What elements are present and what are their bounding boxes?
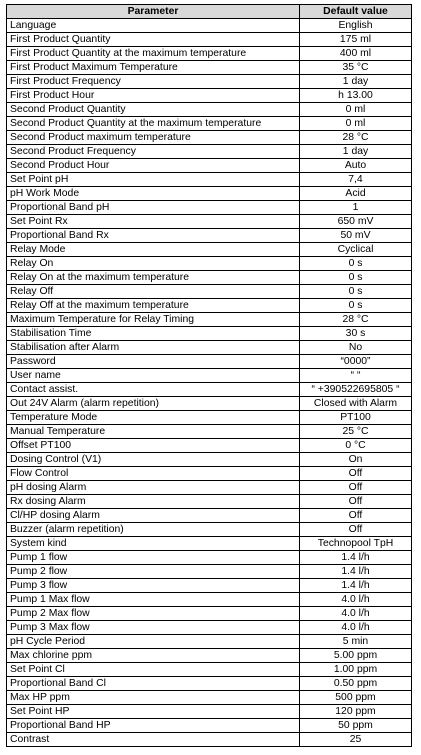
parameter-cell: Second Product maximum temperature bbox=[7, 131, 300, 145]
table-row bbox=[7, 215, 412, 229]
table-row bbox=[7, 649, 412, 663]
table-row bbox=[7, 509, 412, 523]
parameter-cell: Proportional Band Rx bbox=[7, 229, 300, 243]
parameter-cell: First Product Frequency bbox=[7, 75, 300, 89]
default-value-cell: PT100 bbox=[300, 411, 412, 425]
column-header-parameter: Parameter bbox=[7, 5, 300, 19]
parameter-cell: Max HP ppm bbox=[7, 691, 300, 705]
default-values-document bbox=[6, 4, 412, 747]
column-header-default-value: Default value bbox=[300, 5, 412, 19]
parameter-cell: First Product Hour bbox=[7, 89, 300, 103]
default-value-cell: 1 day bbox=[300, 75, 412, 89]
default-value-cell: 1 bbox=[300, 201, 412, 215]
default-value-cell: 25 °C bbox=[300, 425, 412, 439]
default-value-cell: 5.00 ppm bbox=[300, 649, 412, 663]
parameters-table bbox=[6, 4, 412, 747]
table-row bbox=[7, 103, 412, 117]
default-value-cell: No bbox=[300, 341, 412, 355]
table-row bbox=[7, 607, 412, 621]
parameter-cell: Manual Temperature bbox=[7, 425, 300, 439]
default-value-cell: 0 °C bbox=[300, 439, 412, 453]
default-value-cell: 120 ppm bbox=[300, 705, 412, 719]
default-value-cell: Technopool TpH bbox=[300, 537, 412, 551]
default-value-cell: 0 s bbox=[300, 271, 412, 285]
table-body bbox=[7, 19, 412, 747]
parameter-cell: Maximum Temperature for Relay Timing bbox=[7, 313, 300, 327]
table-row bbox=[7, 411, 412, 425]
table-row bbox=[7, 117, 412, 131]
parameter-cell: Proportional Band HP bbox=[7, 719, 300, 733]
parameter-cell: Relay On at the maximum temperature bbox=[7, 271, 300, 285]
parameter-cell: pH dosing Alarm bbox=[7, 481, 300, 495]
parameter-cell: Pump 3 Max flow bbox=[7, 621, 300, 635]
parameter-cell: Relay Off at the maximum temperature bbox=[7, 299, 300, 313]
table-row bbox=[7, 425, 412, 439]
table-row bbox=[7, 733, 412, 747]
parameter-cell: Contact assist. bbox=[7, 383, 300, 397]
table-row bbox=[7, 593, 412, 607]
parameter-cell: Pump 3 flow bbox=[7, 579, 300, 593]
default-value-cell: 35 °C bbox=[300, 61, 412, 75]
parameter-cell: User name bbox=[7, 369, 300, 383]
default-value-cell: 0 s bbox=[300, 285, 412, 299]
table-row bbox=[7, 565, 412, 579]
table-row bbox=[7, 495, 412, 509]
default-value-cell: 0 s bbox=[300, 257, 412, 271]
default-value-cell: Off bbox=[300, 509, 412, 523]
default-value-cell: 4.0 l/h bbox=[300, 621, 412, 635]
parameter-cell: First Product Maximum Temperature bbox=[7, 61, 300, 75]
parameter-cell: Pump 2 flow bbox=[7, 565, 300, 579]
table-row bbox=[7, 481, 412, 495]
table-row bbox=[7, 299, 412, 313]
table-row bbox=[7, 131, 412, 145]
parameter-cell: First Product Quantity bbox=[7, 33, 300, 47]
default-value-cell: Cyclical bbox=[300, 243, 412, 257]
table-row bbox=[7, 663, 412, 677]
parameter-cell: pH Work Mode bbox=[7, 187, 300, 201]
table-row bbox=[7, 705, 412, 719]
parameter-cell: Stabilisation Time bbox=[7, 327, 300, 341]
table-row bbox=[7, 33, 412, 47]
default-value-cell: Off bbox=[300, 467, 412, 481]
table-row bbox=[7, 439, 412, 453]
parameter-cell: Out 24V Alarm (alarm repetition) bbox=[7, 397, 300, 411]
default-value-cell: 1.4 l/h bbox=[300, 565, 412, 579]
table-row bbox=[7, 229, 412, 243]
parameter-cell: Second Product Quantity bbox=[7, 103, 300, 117]
default-value-cell: 1 day bbox=[300, 145, 412, 159]
parameter-cell: Relay Off bbox=[7, 285, 300, 299]
parameter-cell: First Product Quantity at the maximum temperature bbox=[7, 47, 300, 61]
table-row bbox=[7, 719, 412, 733]
table-row bbox=[7, 523, 412, 537]
default-value-cell: 28 °C bbox=[300, 313, 412, 327]
default-value-cell: “0000” bbox=[300, 355, 412, 369]
table-row bbox=[7, 19, 412, 33]
default-value-cell: 400 ml bbox=[300, 47, 412, 61]
default-value-cell: 50 ppm bbox=[300, 719, 412, 733]
table-row bbox=[7, 453, 412, 467]
table-row bbox=[7, 677, 412, 691]
table-row bbox=[7, 61, 412, 75]
parameter-cell: Cl/HP dosing Alarm bbox=[7, 509, 300, 523]
table-row bbox=[7, 187, 412, 201]
default-value-cell: “ “ bbox=[300, 369, 412, 383]
table-row bbox=[7, 579, 412, 593]
table-row bbox=[7, 313, 412, 327]
parameter-cell: Contrast bbox=[7, 733, 300, 747]
table-row bbox=[7, 341, 412, 355]
default-value-cell: 5 min bbox=[300, 635, 412, 649]
default-value-cell: 4.0 l/h bbox=[300, 607, 412, 621]
parameter-cell: Set Point HP bbox=[7, 705, 300, 719]
parameter-cell: Set Point Cl bbox=[7, 663, 300, 677]
table-row bbox=[7, 635, 412, 649]
parameter-cell: Proportional Band Cl bbox=[7, 677, 300, 691]
parameter-cell: Second Product Quantity at the maximum temperature bbox=[7, 117, 300, 131]
table-row bbox=[7, 47, 412, 61]
default-value-cell: 4.0 l/h bbox=[300, 593, 412, 607]
default-value-cell: 1.4 l/h bbox=[300, 551, 412, 565]
parameter-cell: Second Product Hour bbox=[7, 159, 300, 173]
table-row bbox=[7, 537, 412, 551]
default-value-cell: 1.4 l/h bbox=[300, 579, 412, 593]
table-row bbox=[7, 397, 412, 411]
default-value-cell: English bbox=[300, 19, 412, 33]
table-row bbox=[7, 467, 412, 481]
parameter-cell: Rx dosing Alarm bbox=[7, 495, 300, 509]
parameter-cell: System kind bbox=[7, 537, 300, 551]
default-value-cell: Acid bbox=[300, 187, 412, 201]
table-row bbox=[7, 691, 412, 705]
default-value-cell: 28 °C bbox=[300, 131, 412, 145]
default-value-cell: 1.00 ppm bbox=[300, 663, 412, 677]
parameter-cell: Pump 2 Max flow bbox=[7, 607, 300, 621]
table-row bbox=[7, 369, 412, 383]
default-value-cell: 650 mV bbox=[300, 215, 412, 229]
table-row bbox=[7, 257, 412, 271]
default-value-cell: 175 ml bbox=[300, 33, 412, 47]
parameter-cell: Language bbox=[7, 19, 300, 33]
table-row bbox=[7, 201, 412, 215]
default-value-cell: h 13.00 bbox=[300, 89, 412, 103]
parameter-cell: Dosing Control (V1) bbox=[7, 453, 300, 467]
parameter-cell: Relay On bbox=[7, 257, 300, 271]
parameter-cell: Set Point pH bbox=[7, 173, 300, 187]
table-row bbox=[7, 243, 412, 257]
table-row bbox=[7, 145, 412, 159]
parameter-cell: Pump 1 Max flow bbox=[7, 593, 300, 607]
parameter-cell: Second Product Frequency bbox=[7, 145, 300, 159]
default-value-cell: 0.50 ppm bbox=[300, 677, 412, 691]
parameter-cell: Buzzer (alarm repetition) bbox=[7, 523, 300, 537]
table-row bbox=[7, 285, 412, 299]
parameter-cell: Set Point Rx bbox=[7, 215, 300, 229]
table-row bbox=[7, 89, 412, 103]
default-value-cell: “ +390522695805 “ bbox=[300, 383, 412, 397]
default-value-cell: 0 s bbox=[300, 299, 412, 313]
default-value-cell: 500 ppm bbox=[300, 691, 412, 705]
table-row bbox=[7, 271, 412, 285]
default-value-cell: Off bbox=[300, 495, 412, 509]
table-row bbox=[7, 621, 412, 635]
default-value-cell: On bbox=[300, 453, 412, 467]
parameter-cell: Relay Mode bbox=[7, 243, 300, 257]
parameter-cell: Offset PT100 bbox=[7, 439, 300, 453]
default-value-cell: 30 s bbox=[300, 327, 412, 341]
table-row bbox=[7, 551, 412, 565]
default-value-cell: 0 ml bbox=[300, 117, 412, 131]
table-row bbox=[7, 75, 412, 89]
parameter-cell: Stabilisation after Alarm bbox=[7, 341, 300, 355]
parameter-cell: Max chlorine ppm bbox=[7, 649, 300, 663]
default-value-cell: Auto bbox=[300, 159, 412, 173]
default-value-cell: 50 mV bbox=[300, 229, 412, 243]
table-row bbox=[7, 159, 412, 173]
parameter-cell: Temperature Mode bbox=[7, 411, 300, 425]
parameter-cell: Flow Control bbox=[7, 467, 300, 481]
parameter-cell: Pump 1 flow bbox=[7, 551, 300, 565]
default-value-cell: 25 bbox=[300, 733, 412, 747]
table-row bbox=[7, 383, 412, 397]
parameter-cell: pH Cycle Period bbox=[7, 635, 300, 649]
table-header-row bbox=[7, 5, 412, 19]
table-row bbox=[7, 355, 412, 369]
table-row bbox=[7, 327, 412, 341]
default-value-cell: 7,4 bbox=[300, 173, 412, 187]
table-row bbox=[7, 173, 412, 187]
default-value-cell: Off bbox=[300, 523, 412, 537]
default-value-cell: Off bbox=[300, 481, 412, 495]
default-value-cell: Closed with Alarm bbox=[300, 397, 412, 411]
parameter-cell: Proportional Band pH bbox=[7, 201, 300, 215]
parameter-cell: Password bbox=[7, 355, 300, 369]
default-value-cell: 0 ml bbox=[300, 103, 412, 117]
